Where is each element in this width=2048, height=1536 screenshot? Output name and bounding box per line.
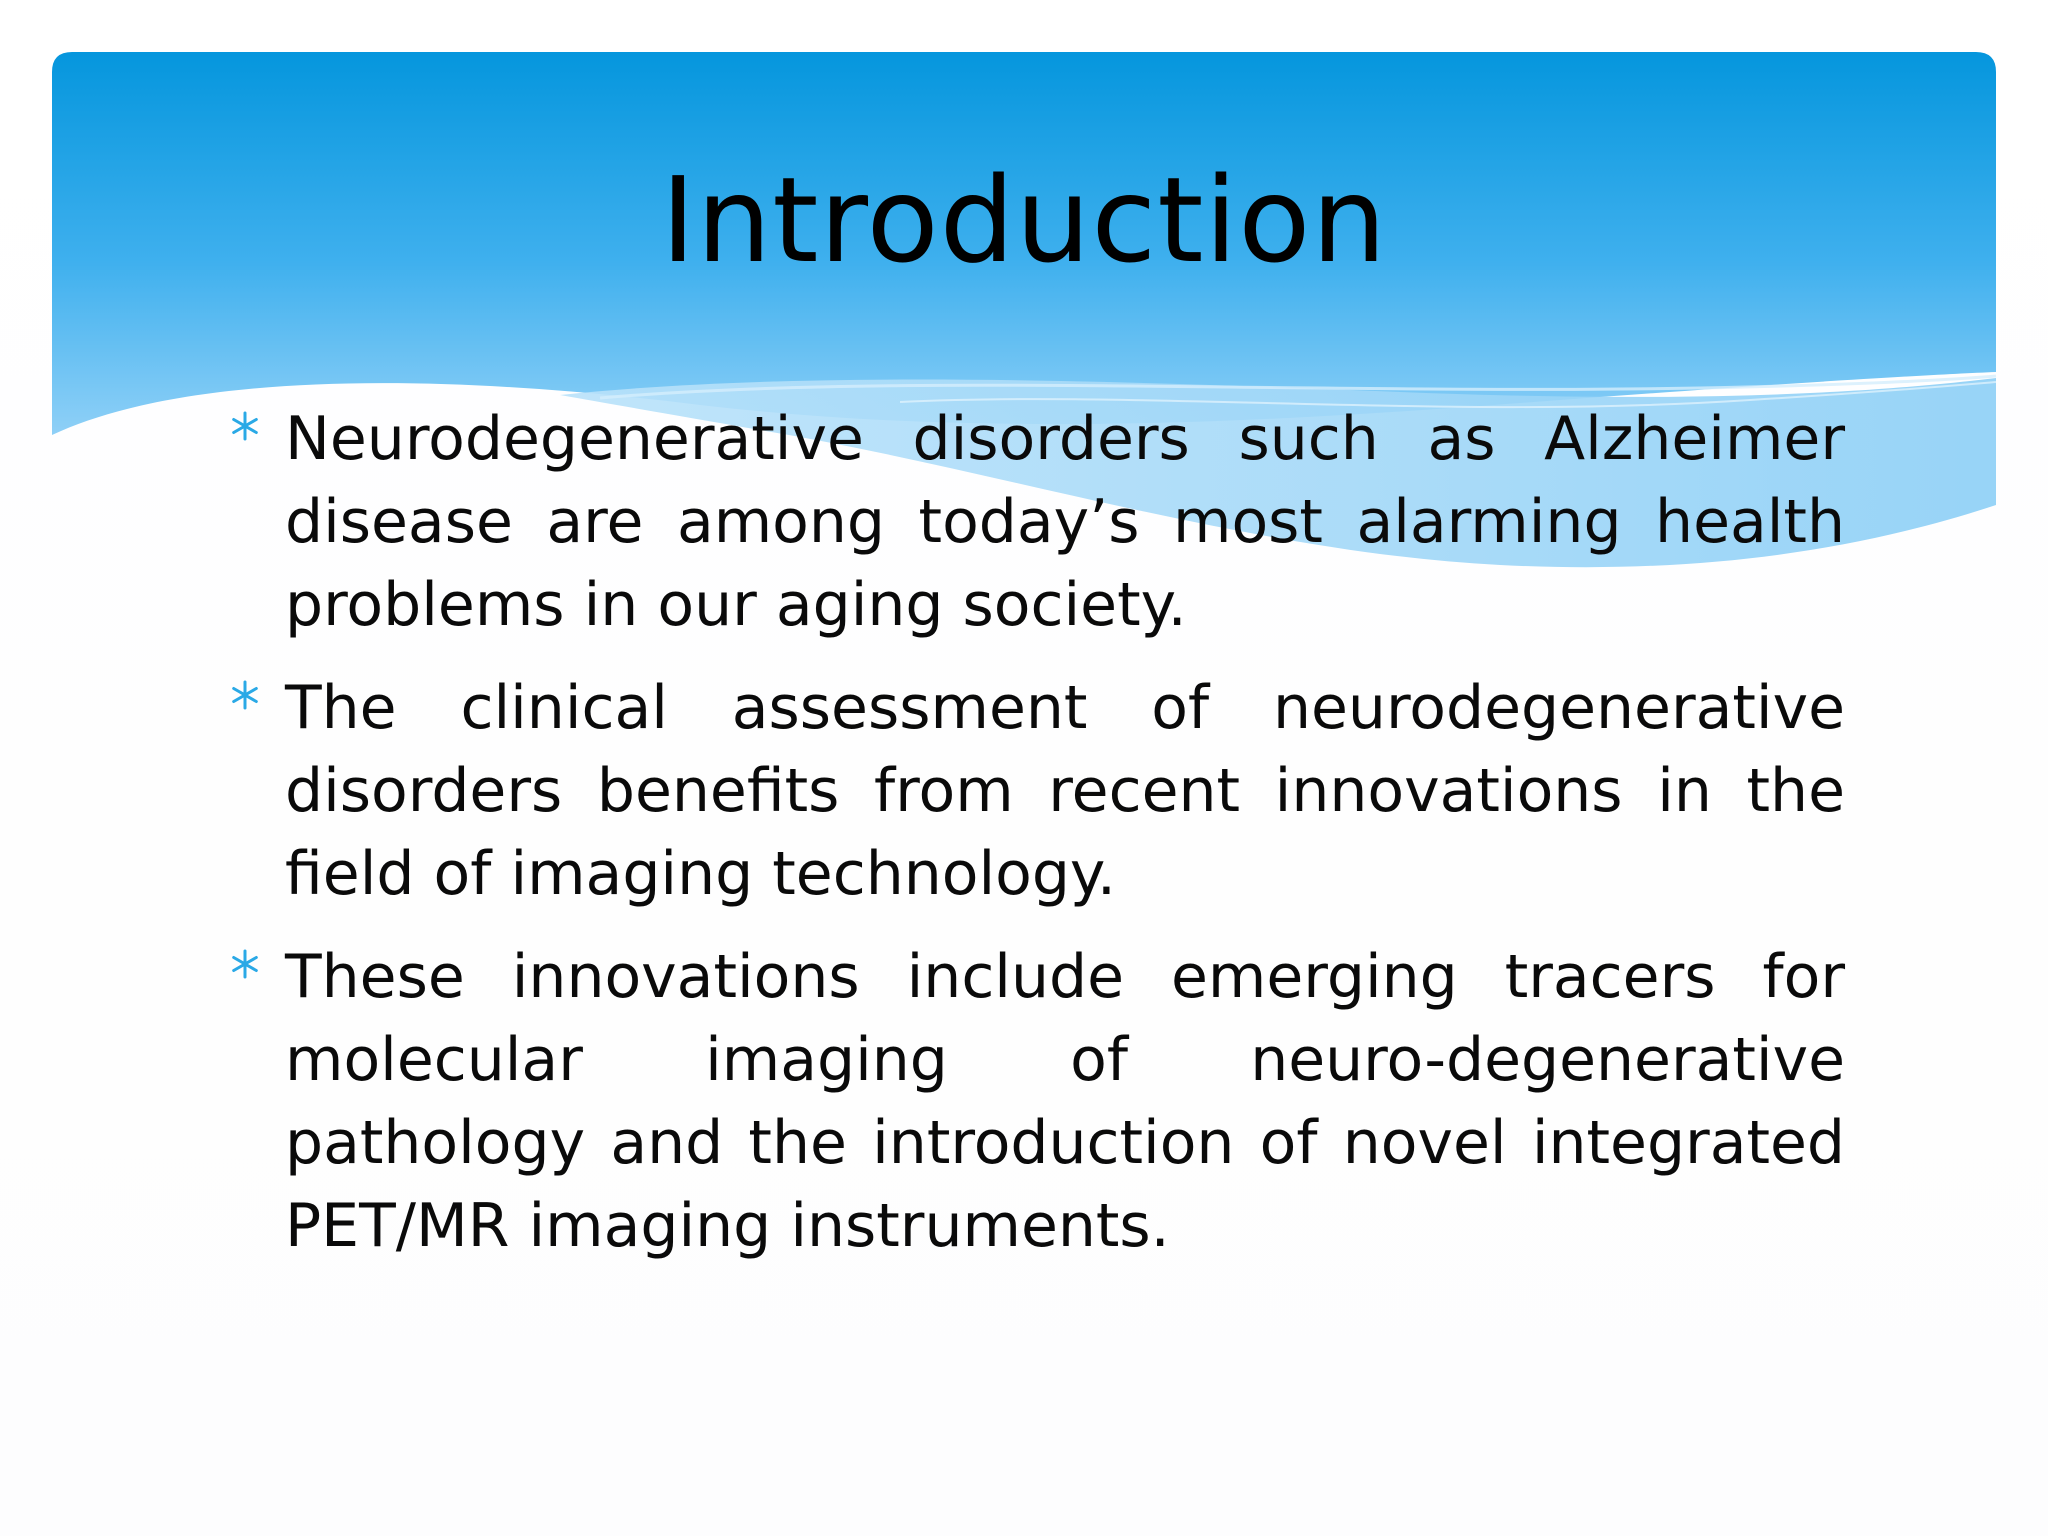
asterisk-bullet-icon: [225, 944, 265, 984]
bullet-text: These innovations include emerging tracers for molecular imaging of neuro-degenerative pathology and the introduction of novel integrated PET/MR imaging instruments.: [285, 942, 1845, 1261]
asterisk-bullet-icon: [225, 406, 265, 446]
bullet-item: [225, 667, 1845, 916]
asterisk-bullet-icon: [225, 675, 265, 715]
bullet-item: [225, 936, 1845, 1268]
bullet-text: The clinical assessment of neurodegenerative disorders benefits from recent innovations in the field of imaging technology.: [285, 673, 1845, 909]
slide-title: Introduction: [660, 151, 1388, 289]
bullet-item: [225, 398, 1845, 647]
bullet-list: [225, 398, 1845, 1288]
bullet-text: Neurodegenerative disorders such as Alzheimer disease are among today’s most alarming health problems in our aging society.: [285, 404, 1845, 640]
